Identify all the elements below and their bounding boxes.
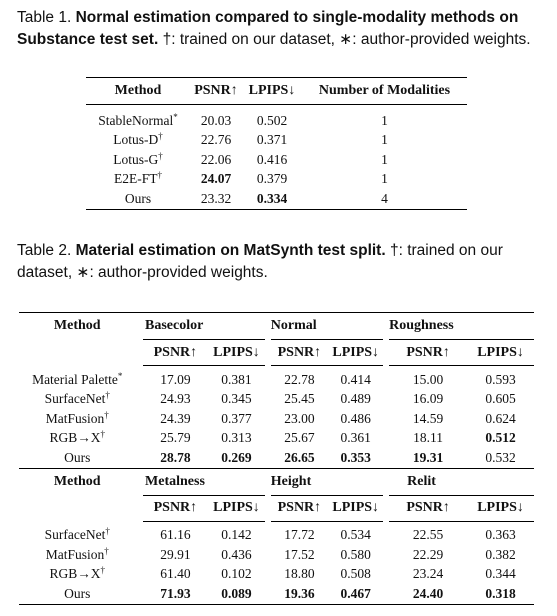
- method-cell: RGB→X†: [49, 429, 105, 446]
- modalities-cell: 1: [381, 112, 388, 128]
- table2-header-method-b: Method: [19, 468, 135, 495]
- lpips-cell: 0.416: [256, 151, 288, 167]
- value-cell: 0.142: [221, 527, 252, 543]
- table2-group-row-a: [19, 313, 534, 340]
- value-cell: 0.363: [485, 527, 516, 543]
- table2-header-method-a: Method: [19, 313, 135, 340]
- psnr-header: PSNR↑: [271, 495, 328, 521]
- table-row: [19, 526, 534, 546]
- value-cell: 22.78: [284, 371, 315, 387]
- lpips-cell: 0.334: [242, 189, 302, 209]
- group-basecolor: Basecolor: [143, 313, 265, 340]
- value-cell: 17.09: [160, 371, 191, 387]
- psnr-cell: 22.76: [200, 132, 232, 148]
- modalities-cell: 4: [302, 189, 467, 209]
- value-cell: 0.089: [208, 584, 265, 604]
- value-cell: 0.624: [485, 410, 516, 426]
- value-cell: 0.593: [485, 371, 516, 387]
- psnr-header: PSNR↑: [389, 495, 467, 521]
- table1: [86, 77, 467, 210]
- value-cell: 0.489: [340, 391, 371, 407]
- value-cell: 18.11: [413, 430, 444, 446]
- value-cell: 61.40: [160, 566, 191, 582]
- value-cell: 0.436: [221, 546, 252, 562]
- table-row: [86, 111, 467, 131]
- value-cell: 25.79: [160, 430, 191, 446]
- value-cell: 22.55: [412, 527, 444, 543]
- table1-header-row: [86, 78, 467, 105]
- value-cell: 0.414: [340, 371, 371, 387]
- table-row: [86, 150, 467, 170]
- value-cell: 24.93: [160, 391, 191, 407]
- method-cell: MatFusion†: [45, 409, 109, 426]
- lpips-header: LPIPS↓: [208, 340, 265, 366]
- table2-caption-title: Material estimation on MatSynth test split.: [75, 242, 386, 259]
- value-cell: 19.36: [271, 584, 328, 604]
- method-cell: Ours: [64, 449, 91, 465]
- value-cell: 0.318: [467, 584, 534, 604]
- lpips-header: LPIPS↓: [208, 495, 265, 521]
- modalities-cell: 1: [381, 132, 388, 148]
- table2: [19, 312, 534, 605]
- value-cell: 29.91: [160, 546, 191, 562]
- lpips-cell: 0.502: [256, 112, 288, 128]
- value-cell: 0.532: [485, 449, 516, 465]
- table-row: [86, 189, 467, 209]
- value-cell: 0.344: [485, 566, 516, 582]
- psnr-cell: 20.03: [200, 112, 232, 128]
- table1-header-lpips: LPIPS↓: [242, 78, 302, 105]
- psnr-header: PSNR↑: [143, 340, 208, 366]
- table2-group-row-b: [19, 468, 534, 495]
- table2-caption: [17, 240, 547, 284]
- table-row: [19, 565, 534, 585]
- psnr-cell: 24.07: [200, 171, 232, 187]
- psnr-header: PSNR↑: [271, 340, 328, 366]
- value-cell: 16.09: [412, 391, 444, 407]
- value-cell: 0.534: [340, 527, 371, 543]
- value-cell: 22.29: [412, 546, 444, 562]
- value-cell: 25.67: [284, 430, 315, 446]
- group-normal: Normal: [271, 313, 384, 340]
- method-cell: SurfaceNet†: [44, 526, 110, 543]
- table1-caption-note: †: trained on our dataset, ∗: author-provided weights.: [162, 31, 531, 48]
- value-cell: 61.16: [160, 527, 191, 543]
- group-relit: Relit: [389, 468, 534, 495]
- value-cell: 0.512: [485, 430, 516, 446]
- lpips-header: LPIPS↓: [328, 495, 383, 521]
- value-cell: 23.00: [284, 410, 315, 426]
- modalities-cell: 1: [381, 171, 388, 187]
- value-cell: 23.24: [412, 566, 444, 582]
- group-roughness: Roughness: [389, 313, 534, 340]
- lpips-header: LPIPS↓: [467, 495, 534, 521]
- value-cell: 0.486: [340, 410, 371, 426]
- table-row: [19, 429, 534, 449]
- method-cell: Ours: [19, 584, 135, 604]
- table1-header-modalities: Number of Modalities: [302, 78, 467, 105]
- method-cell: StableNormal*: [98, 111, 178, 128]
- table-row: [19, 409, 534, 429]
- table1-header-psnr: PSNR↑: [190, 78, 242, 105]
- psnr-cell: 23.32: [190, 189, 242, 209]
- value-cell: 18.80: [284, 566, 315, 582]
- table-row: [19, 390, 534, 410]
- table2-subheader-row-b: [19, 495, 534, 521]
- value-cell: 0.605: [485, 391, 516, 407]
- value-cell: 28.78: [160, 449, 191, 465]
- value-cell: 0.377: [221, 410, 252, 426]
- method-cell: Material Palette*: [32, 370, 123, 387]
- value-cell: 0.580: [340, 546, 371, 562]
- table1-header-method: Method: [86, 78, 190, 105]
- psnr-header: PSNR↑: [143, 495, 208, 521]
- value-cell: 15.00: [412, 371, 444, 387]
- method-cell: Ours: [86, 189, 190, 209]
- value-cell: 0.102: [221, 566, 252, 582]
- value-cell: 0.382: [485, 546, 516, 562]
- value-cell: 26.65: [284, 449, 315, 465]
- value-cell: 0.269: [221, 449, 252, 465]
- lpips-cell: 0.371: [256, 132, 288, 148]
- group-metalness: Metalness: [143, 468, 265, 495]
- method-cell: Lotus-G†: [113, 150, 163, 167]
- table2-caption-label: Table 2.: [17, 242, 72, 259]
- value-cell: 24.39: [160, 410, 191, 426]
- method-cell: RGB→X†: [49, 565, 105, 582]
- value-cell: 25.45: [284, 391, 315, 407]
- modalities-cell: 1: [381, 151, 388, 167]
- value-cell: 19.31: [412, 449, 444, 465]
- table-row: [19, 370, 534, 390]
- table-row: [19, 448, 534, 468]
- psnr-cell: 22.06: [200, 151, 232, 167]
- value-cell: 17.52: [284, 546, 315, 562]
- value-cell: 0.381: [221, 371, 252, 387]
- table1-caption-title: Normal estimation compared to single-modality methods on Substance test set.: [17, 9, 519, 48]
- value-cell: 0.313: [221, 430, 252, 446]
- value-cell: 24.40: [389, 584, 467, 604]
- value-cell: 71.93: [143, 584, 208, 604]
- method-cell: E2E-FT†: [114, 170, 162, 187]
- value-cell: 0.508: [340, 566, 371, 582]
- value-cell: 14.59: [412, 410, 444, 426]
- method-cell: Lotus-D†: [113, 131, 163, 148]
- table1-caption-label: Table 1.: [17, 9, 72, 26]
- value-cell: 0.345: [221, 391, 252, 407]
- table2-subheader-row-a: [19, 340, 534, 366]
- psnr-header: PSNR↑: [389, 340, 467, 366]
- value-cell: 0.467: [328, 584, 383, 604]
- lpips-header: LPIPS↓: [328, 340, 383, 366]
- table-row: [86, 131, 467, 151]
- table2-caption-note: †: trained on our dataset, ∗: author-provided weights.: [17, 242, 503, 281]
- table1-caption: [17, 7, 547, 51]
- value-cell: 0.353: [340, 449, 371, 465]
- table-row: [86, 170, 467, 190]
- value-cell: 17.72: [284, 527, 315, 543]
- value-cell: 0.361: [340, 430, 371, 446]
- group-height: Height: [271, 468, 384, 495]
- method-cell: SurfaceNet†: [44, 390, 110, 407]
- method-cell: MatFusion†: [45, 545, 109, 562]
- lpips-header: LPIPS↓: [467, 340, 534, 366]
- table-row: [19, 545, 534, 565]
- lpips-cell: 0.379: [256, 171, 288, 187]
- table-row: [19, 584, 534, 604]
